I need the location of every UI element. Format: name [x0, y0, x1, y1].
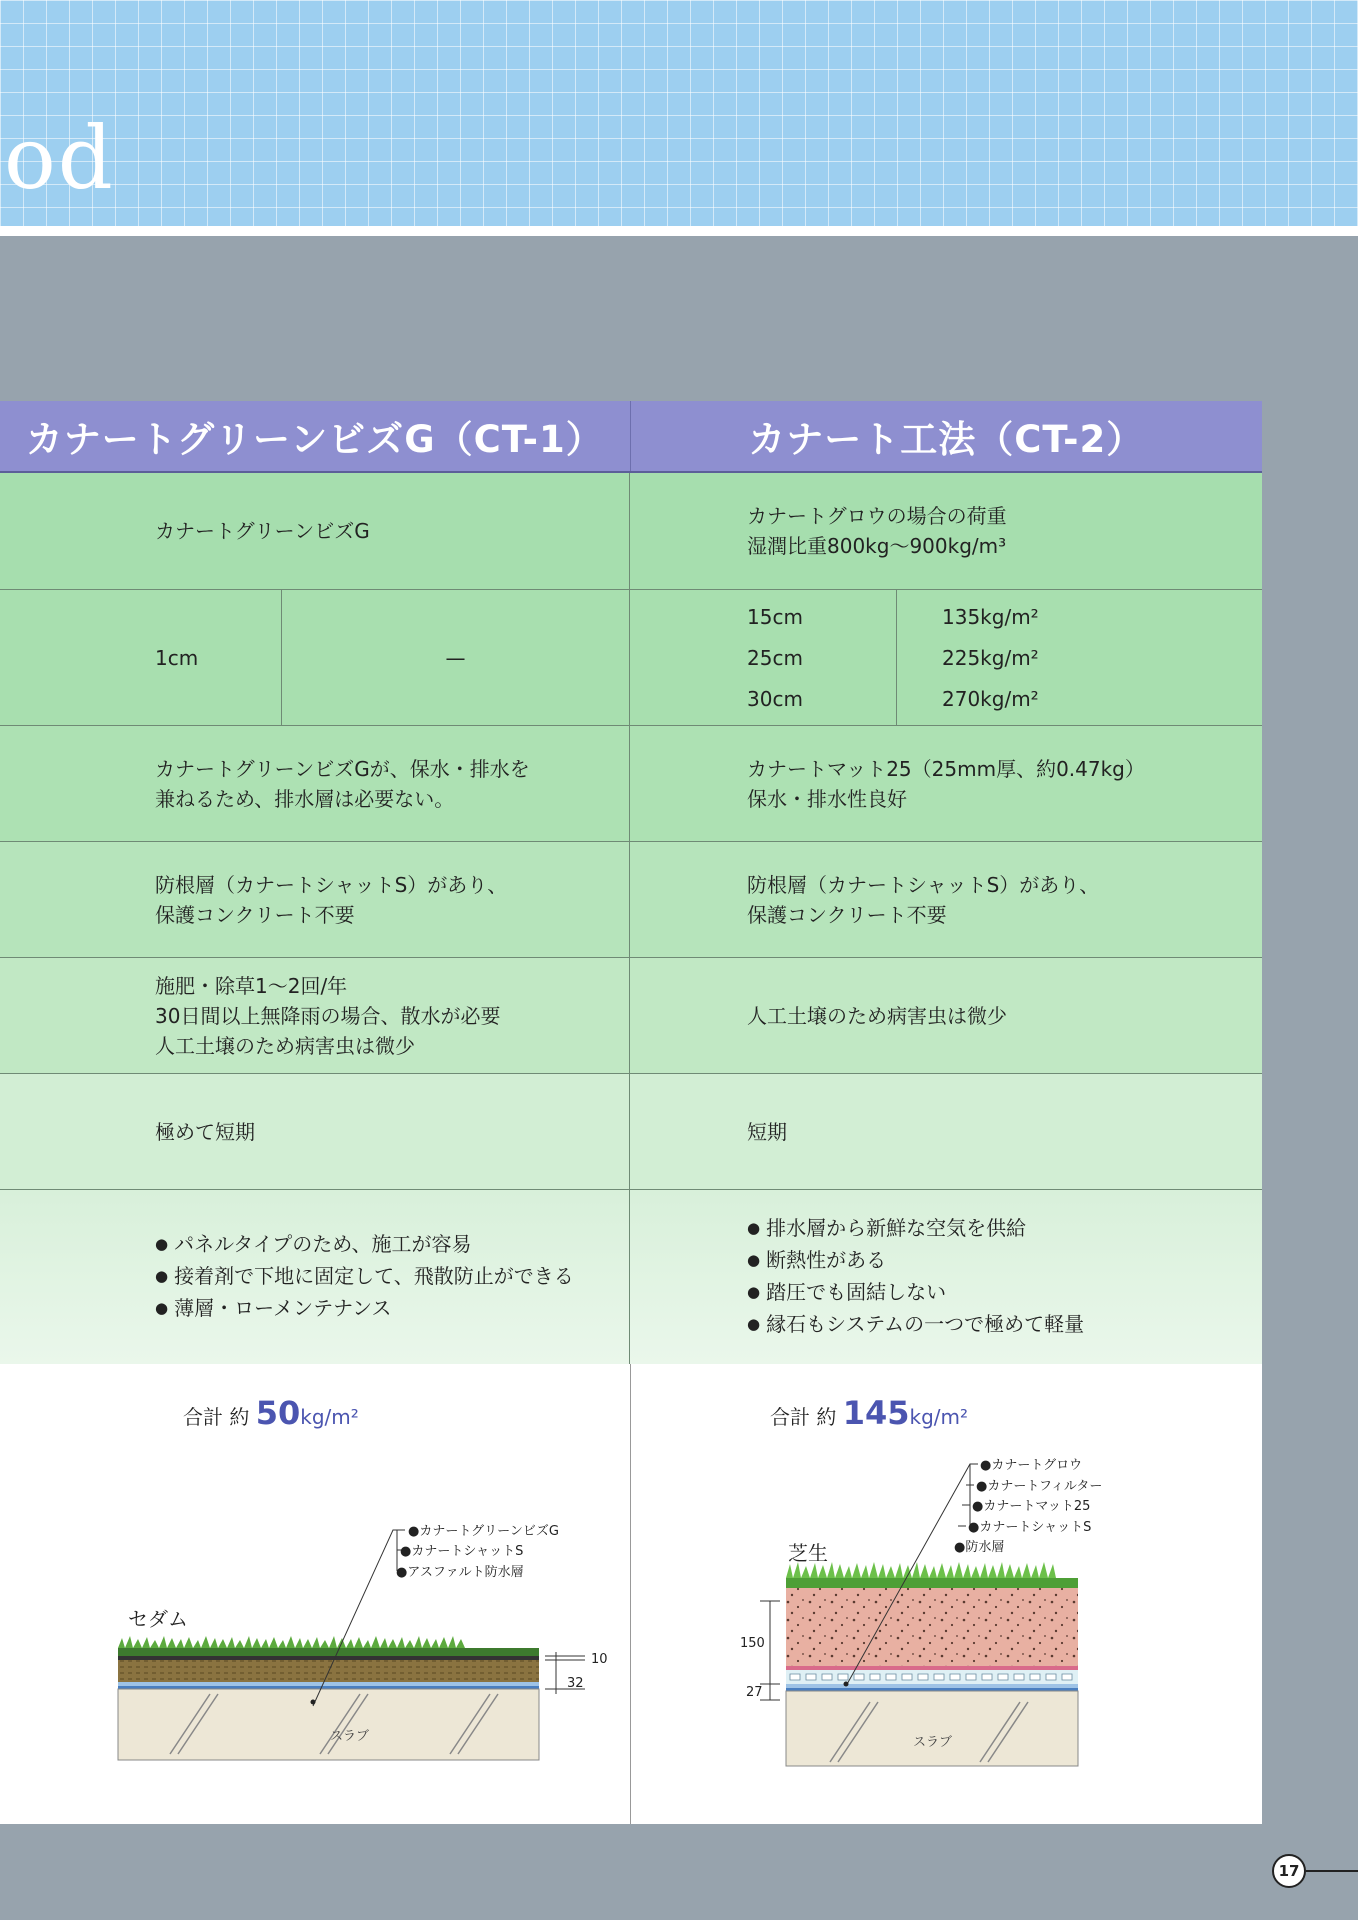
row2-left	[0, 590, 630, 725]
cell-text: 湿潤比重800kg～900kg/m³	[747, 534, 1007, 558]
callout-label: ●カナートシャットS	[968, 1520, 1092, 1535]
row1-right	[630, 473, 1262, 589]
depth-value: 15cm	[747, 604, 803, 629]
total-unit: kg/m²	[300, 1405, 359, 1429]
row4-left	[0, 842, 630, 957]
slab-layer	[786, 1691, 1078, 1766]
row2-loads	[897, 590, 1262, 725]
table-row	[0, 842, 1262, 958]
cell-text: 保護コンクリート不要	[155, 902, 355, 927]
callout-label: ●カナートグロウ	[980, 1458, 1083, 1473]
plant-label: セダム	[128, 1607, 188, 1631]
row3-left	[0, 726, 630, 841]
row7-right	[630, 1190, 1262, 1364]
filter-layer	[786, 1666, 1078, 1670]
row1-left	[0, 473, 630, 589]
depth-value: 25cm	[747, 645, 803, 670]
cell-text: 施肥・除草1～2回/年	[155, 973, 348, 998]
leader-dot	[311, 1700, 316, 1705]
root-barrier-layer	[786, 1684, 1078, 1688]
row2-right	[630, 590, 1262, 725]
cell-text: 30日間以上無降雨の場合、散水が必要	[155, 1003, 501, 1028]
callout-label: ●カナートグリーンビズG	[408, 1524, 559, 1539]
cell-text: カナートグリーンビズG	[155, 519, 370, 543]
dimension-label: 10	[591, 1652, 608, 1667]
row2-depths	[630, 590, 897, 725]
table-row	[0, 590, 1262, 726]
cell-text: カナートグロウの場合の荷重	[747, 504, 1007, 528]
total-unit: kg/m²	[909, 1405, 969, 1429]
cell-text: 保水・排水性良好	[747, 786, 907, 811]
table-row	[0, 473, 1262, 590]
cell-text: 人工土壌のため病害虫は微少	[747, 1003, 1007, 1028]
cell-text: カナートグリーンビズGが、保水・排水を	[155, 756, 530, 781]
cell-text: 防根層（カナートシャットS）があり、	[747, 872, 1100, 897]
right-section-diagram	[630, 1364, 1262, 1824]
total-value: 145	[842, 1394, 910, 1432]
total-label: 合計 約	[770, 1405, 837, 1429]
plant-label: 芝生	[788, 1541, 828, 1565]
table-row	[0, 1074, 1262, 1190]
depth-value: 30cm	[747, 686, 803, 711]
row5-right	[630, 958, 1262, 1073]
cell-text: 極めて短期	[155, 1119, 255, 1144]
dimension-label: 32	[567, 1676, 584, 1691]
callout-label: ●カナートマット25	[972, 1499, 1091, 1514]
table-row	[0, 958, 1262, 1074]
row6-left	[0, 1074, 630, 1189]
cross-section-diagrams	[0, 1364, 1262, 1824]
total-label: 合計 約	[183, 1405, 250, 1429]
header-banner	[0, 0, 1358, 226]
page-number-line	[1306, 1870, 1358, 1872]
column-header-ct1: カナートグリーンビズG（CT-1）	[0, 401, 631, 471]
row4-right	[630, 842, 1262, 957]
turf-base	[786, 1578, 1078, 1588]
header-word: od	[4, 109, 115, 209]
total-value: 50	[255, 1394, 301, 1432]
table-row	[0, 726, 1262, 842]
load-value: 270kg/m²	[942, 686, 1039, 711]
bullet-item: ● 踏圧でも固結しない	[747, 1277, 1262, 1309]
bullet-item: ● パネルタイプのため、施工が容易	[155, 1229, 629, 1261]
callout-label: ●防水層	[954, 1540, 1005, 1555]
bullet-item: ● 縁石もシステムの一つで極めて軽量	[747, 1309, 1262, 1341]
dimension-label: 27	[746, 1685, 763, 1700]
callout-label: ●アスファルト防水層	[396, 1565, 524, 1580]
dimension-label: 150	[740, 1636, 765, 1651]
left-section-diagram	[0, 1364, 630, 1824]
row7-left	[0, 1190, 630, 1364]
column-header-ct2: カナート工法（CT-2）	[748, 418, 1145, 461]
callout-label: ●カナートシャットS	[400, 1544, 524, 1559]
cell-text: カナートマット25（25mm厚、約0.47kg）	[747, 756, 1145, 781]
page-number: 17	[1272, 1854, 1306, 1888]
cell-text: 短期	[747, 1119, 787, 1144]
green-layer	[118, 1648, 539, 1656]
comparison-table	[0, 401, 1262, 1365]
waterproof-layer	[118, 1682, 539, 1686]
load-value: 135kg/m²	[942, 604, 1039, 629]
row5-left	[0, 958, 630, 1073]
callout-label: ●カナートフィルター	[976, 1479, 1103, 1494]
cell-text: 人工土壌のため病害虫は微少	[155, 1033, 415, 1058]
bullet-item: ● 排水層から新鮮な空気を供給	[747, 1213, 1262, 1245]
leader-dot	[844, 1682, 849, 1687]
slab-label: スラブ	[330, 1729, 370, 1744]
cell-text: 防根層（カナートシャットS）があり、	[155, 872, 508, 897]
cell-text: 保護コンクリート不要	[747, 902, 947, 927]
root-barrier-layer	[118, 1656, 539, 1660]
row3-right	[630, 726, 1262, 841]
bullet-item: ● 薄層・ローメンテナンス	[155, 1293, 629, 1325]
table-header	[0, 401, 1262, 473]
row2-left-b: —	[445, 645, 466, 670]
header-divider	[0, 226, 1358, 236]
table-row	[0, 1190, 1262, 1365]
cell-text: 兼ねるため、排水層は必要ない。	[155, 786, 455, 811]
bullet-item: ● 接着剤で下地に固定して、飛散防止ができる	[155, 1261, 629, 1293]
soil-layer	[786, 1588, 1078, 1666]
row2-left-a: 1cm	[0, 590, 282, 725]
load-value: 225kg/m²	[942, 645, 1039, 670]
bullet-item: ● 断熱性がある	[747, 1245, 1262, 1277]
slab-label: スラブ	[913, 1735, 953, 1750]
row6-right	[630, 1074, 1262, 1189]
